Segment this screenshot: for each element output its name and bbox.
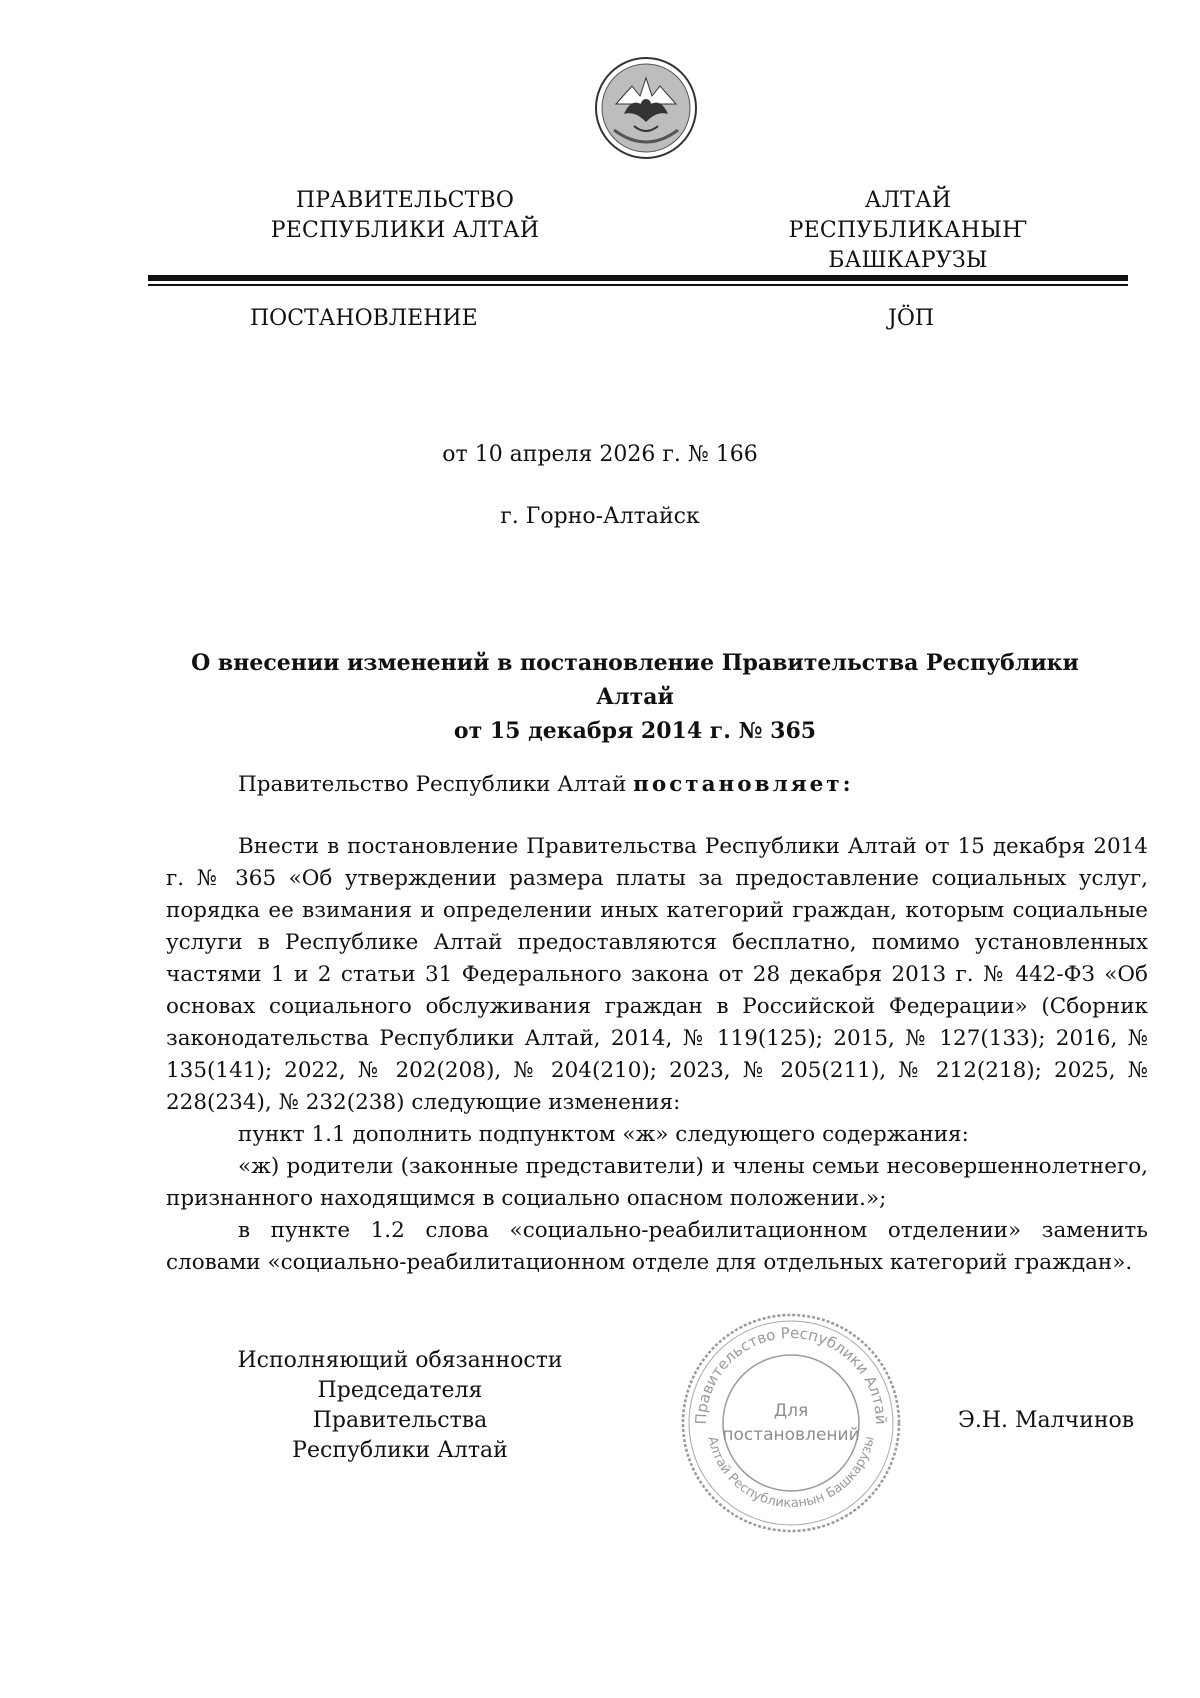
- body-paragraph-4: в пункте 1.2 слова «социально-реабилитационном отделении» заменить словами «социально-реабилитационном отделе для отдельных категорий граждан».: [166, 1218, 1148, 1275]
- signatory-title-line1: Исполняющий обязанности: [237, 1348, 563, 1373]
- intro-text: Правительство Республики Алтай: [238, 772, 634, 797]
- intro-paragraph: [166, 769, 1148, 801]
- header-left: [225, 186, 585, 246]
- header-rule-thick: [148, 275, 1128, 281]
- coat-of-arms-emblem: [594, 56, 698, 160]
- header-left-line1: ПРАВИТЕЛЬСТВО: [295, 188, 515, 213]
- header-right-line1: АЛТАЙ РЕСПУБЛИКАНЫҤ: [788, 188, 1028, 243]
- decree-title: [150, 646, 1120, 748]
- signatory-name: Э.Н. Малчинов: [958, 1408, 1135, 1433]
- stamp-center-line2: постановлений: [722, 1425, 860, 1445]
- decree-city: г. Горно-Алтайск: [500, 504, 700, 529]
- doctype-right: JÖП: [888, 306, 935, 331]
- header-right: [758, 186, 1058, 276]
- body-paragraph-3: «ж) родители (законные представители) и члены семьи несовершеннолетнего, признанного находящимся в социально опасном положении.»;: [166, 1154, 1148, 1211]
- body-paragraph-1: Внести в постановление Правительства Республики Алтай от 15 декабря 2014 г. № 365 «Об утверждении размера платы за предоставление социальных услуг, порядка ее взимания и определении иных категорий граждан, которым социальные услуги в Республике Алтай предоставляются бесплатно, помимо установленных частями 1 и 2 статьи 31 Федерального закона от 28 декабря 2013 г. № 442-ФЗ «Об основах социального обслуживания граждан в Российской Федерации» (Сборник законодательства Республики Алтай, 2014, № 119(125); 2015, № 127(133); 2016, № 135(141); 2022, № 202(208), № 204(210); 2023, № 205(211), № 212(218); 2025, № 228(234), № 232(238) следующие изменения:: [166, 834, 1148, 1115]
- header-rule-thin: [148, 284, 1128, 286]
- body-paragraph-2: пункт 1.1 дополнить подпунктом «ж» следующего содержания:: [238, 1122, 969, 1147]
- decree-body: [166, 831, 1148, 1279]
- signatory-title-line3: Республики Алтай: [292, 1438, 508, 1463]
- header-left-line2: РЕСПУБЛИКИ АЛТАЙ: [270, 218, 540, 243]
- signatory-title: [230, 1346, 570, 1466]
- signatory-title-line2: Председателя Правительства: [312, 1378, 488, 1433]
- doctype-left: ПОСТАНОВЛЕНИЕ: [250, 306, 478, 331]
- stamp-center-line1: Для: [773, 1401, 809, 1421]
- decree-title-line2: от 15 декабря 2014 г. № 365: [453, 718, 817, 744]
- stamp-outer-text: Правительство Республики Алтай: [691, 1323, 891, 1425]
- header-right-line2: БАШКАРУЗЫ: [828, 248, 988, 273]
- decree-title-line1: О внесении изменений в постановление Правительства Республики Алтай: [191, 650, 1079, 710]
- decree-date-number: от 10 апреля 2026 г. № 166: [442, 442, 758, 467]
- intro-emphasis: постановляет:: [633, 772, 854, 797]
- official-stamp: [676, 1308, 906, 1538]
- stamp-outer-text-bottom: Алтай Республиканын Башкарузы: [704, 1435, 878, 1512]
